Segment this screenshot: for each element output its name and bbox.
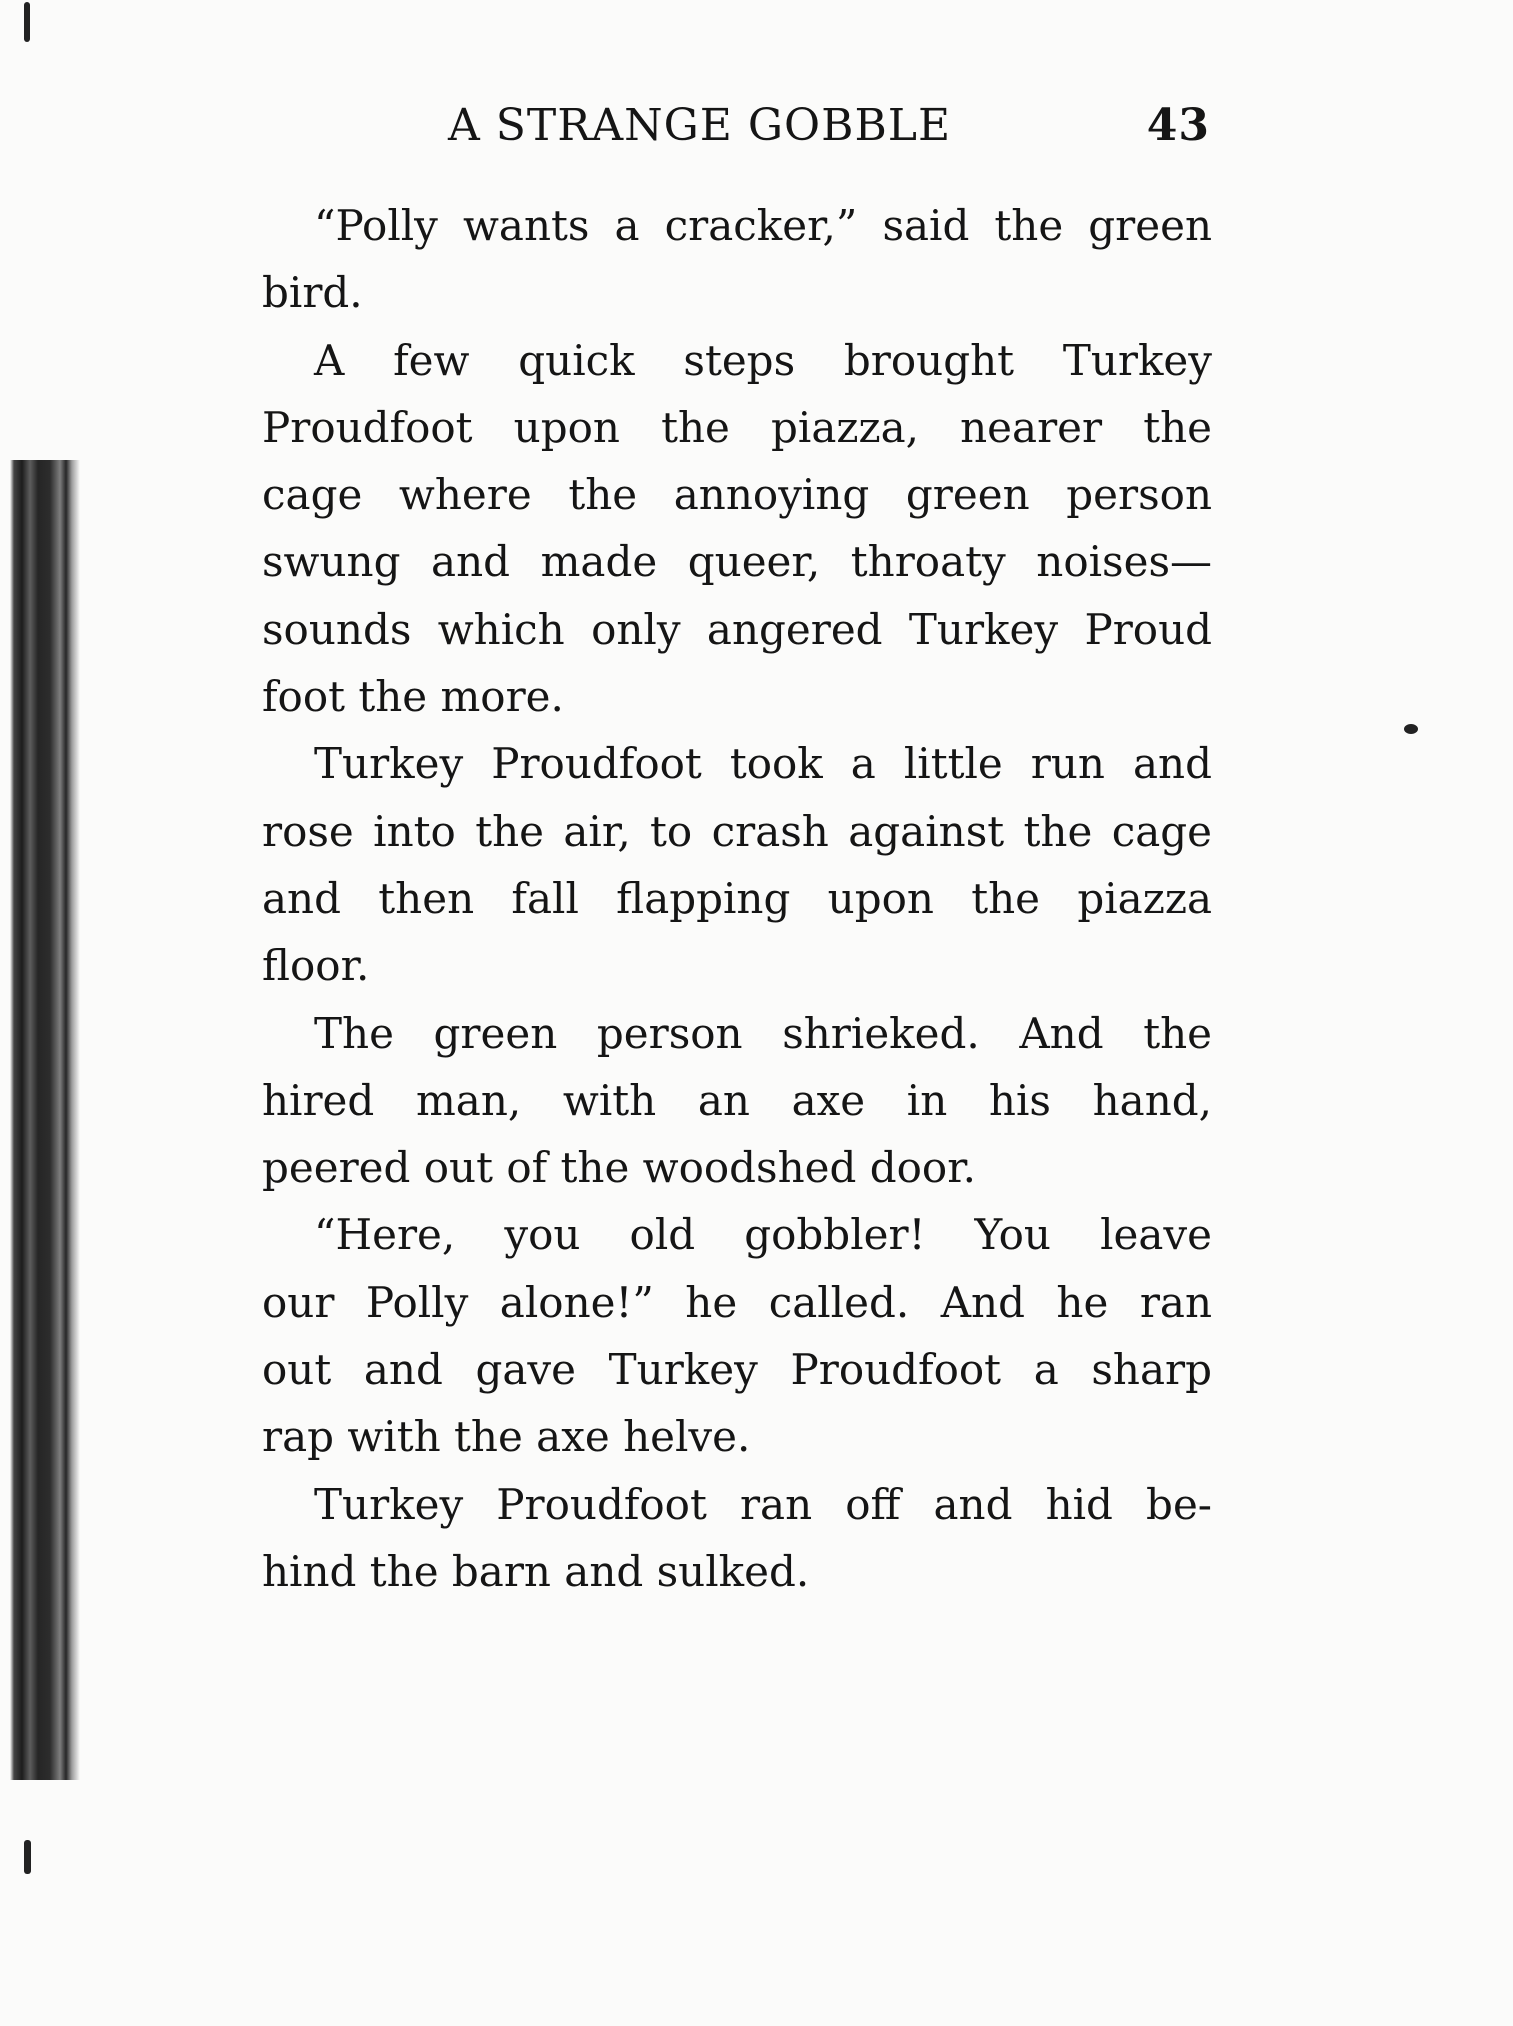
text-line: and then fall flapping upon the piazza xyxy=(262,873,1212,923)
text-line: hired man, with an axe in his hand, xyxy=(262,1075,1212,1125)
text-line: rap with the axe helve. xyxy=(262,1412,751,1462)
text-line: out and gave Turkey Proudfoot a sharp xyxy=(262,1345,1212,1395)
paragraph xyxy=(262,1000,1212,1202)
ink-speck xyxy=(1404,724,1418,734)
text-line: “Here, you old gobbler! You leave xyxy=(314,1210,1212,1260)
text-line: cage where the annoying green person xyxy=(262,470,1212,520)
paragraph xyxy=(262,192,1212,327)
binding-shadow xyxy=(0,460,80,1780)
paragraph xyxy=(262,1471,1212,1606)
text-line: foot the more. xyxy=(262,672,564,722)
text-line: A few quick steps brought Turkey xyxy=(314,335,1212,385)
text-line: “Polly wants a cracker,” said the green xyxy=(314,201,1212,250)
paragraph xyxy=(262,1201,1212,1470)
text-line: rose into the air, to crash against the cage xyxy=(262,806,1212,856)
ink-speck xyxy=(24,2,30,42)
paragraph xyxy=(262,327,1212,731)
body-text xyxy=(262,192,1212,1605)
text-line: Turkey Proudfoot ran off and hid be- xyxy=(314,1479,1212,1529)
text-line: bird. xyxy=(262,268,363,318)
text-line: floor. xyxy=(262,941,370,991)
text-line: peered out of the woodshed door. xyxy=(262,1143,977,1193)
text-line: The green person shrieked. And the xyxy=(314,1008,1212,1058)
text-line: Proudfoot upon the piazza, nearer the xyxy=(262,402,1212,452)
paragraph xyxy=(262,730,1212,999)
text-line: sounds which only angered Turkey Proud xyxy=(262,604,1212,654)
text-line: hind the barn and sulked. xyxy=(262,1546,810,1596)
page-number: 43 xyxy=(1146,100,1210,151)
ink-speck xyxy=(24,1840,31,1874)
text-line: our Polly alone!” he called. And he ran xyxy=(262,1277,1212,1327)
text-line: Turkey Proudfoot took a little run and xyxy=(314,739,1212,789)
running-head xyxy=(448,100,1210,164)
running-title: A STRANGE GOBBLE xyxy=(448,100,952,151)
text-line: swung and made queer, throaty noises— xyxy=(262,537,1212,587)
